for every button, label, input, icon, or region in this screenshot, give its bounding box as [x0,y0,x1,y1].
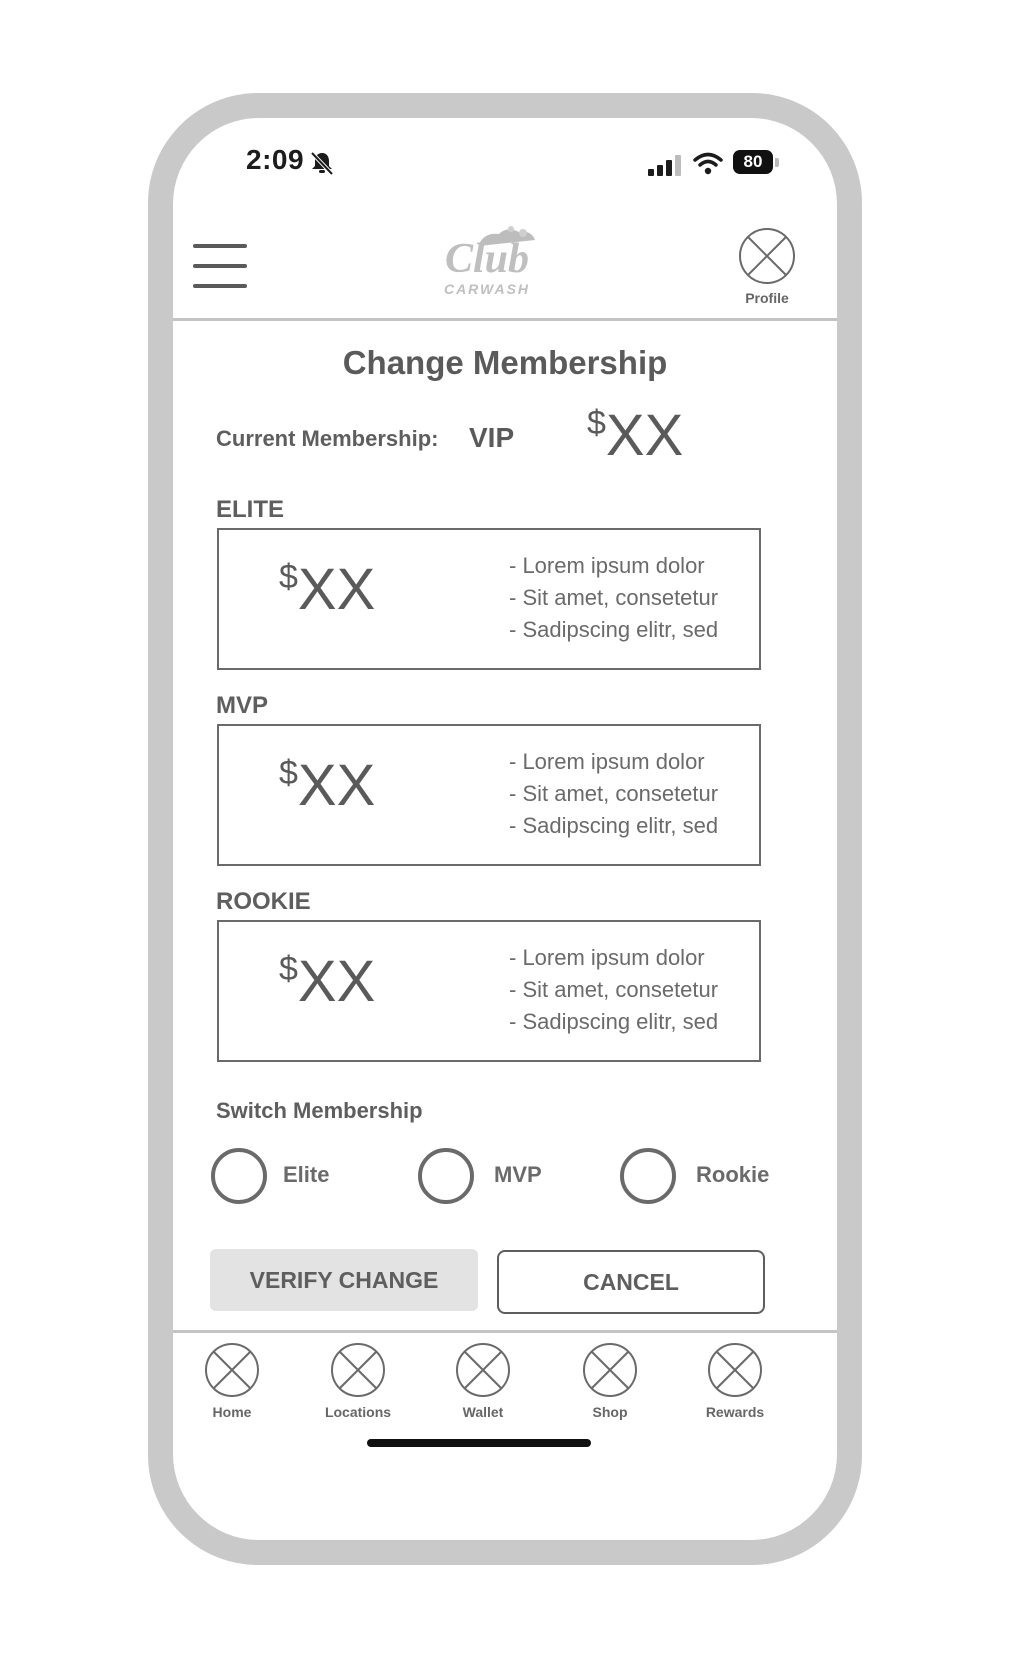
status-time: 2:09 [246,144,305,175]
verify-change-button[interactable]: VERIFY CHANGE [210,1249,478,1311]
radio-circle[interactable] [211,1148,267,1204]
feature-item: - Sit amet, consetetur [509,585,719,610]
currency-symbol: $ [279,950,298,988]
cellular-signal-icon [647,154,683,176]
plan-price [279,752,375,819]
bell-slash-icon [309,150,335,176]
plan-card-elite [217,528,761,670]
price-value: XX [605,403,684,468]
home-indicator[interactable] [367,1439,591,1447]
club-carwash-logo [427,224,549,302]
price-value: XX [297,557,376,622]
feature-item: - Sit amet, consetetur [509,781,719,806]
rewards-placeholder-icon [707,1342,763,1398]
radio-rookie[interactable] [620,1148,790,1212]
feature-item: - Lorem ipsum dolor [509,945,705,970]
profile-button[interactable] [737,226,797,312]
feature-item: - Sadipscing elitr, sed [509,1009,719,1034]
plan-label-mvp: MVP [216,692,269,719]
radio-label: Rookie [696,1162,770,1187]
plan-label-elite: ELITE [216,496,285,523]
feature-item: - Lorem ipsum dolor [509,553,705,578]
cancel-button[interactable]: CANCEL [497,1250,765,1314]
tab-rewards[interactable] [685,1342,785,1426]
radio-circle[interactable] [620,1148,676,1204]
current-membership-label: Current Membership: [216,426,439,451]
currency-symbol: $ [279,754,298,792]
currency-symbol: $ [587,404,606,442]
battery-level: 80 [743,152,763,171]
tabbar-divider [173,1330,837,1333]
plan-card-rookie [217,920,761,1062]
feature-item: - Sit amet, consetetur [509,977,719,1002]
battery-icon [733,150,781,176]
header-divider [173,318,837,321]
wifi-icon [693,151,723,175]
logo-text-top: Club [444,236,530,282]
feature-item: - Lorem ipsum dolor [509,749,705,774]
currency-symbol: $ [279,558,298,596]
feature-item: - Sadipscing elitr, sed [509,813,719,838]
plan-features [509,942,718,1038]
plan-price [279,948,375,1015]
phone-screen [173,118,837,1540]
page-title: Change Membership [342,344,668,381]
current-membership-price [587,402,683,469]
home-placeholder-icon [204,1342,260,1398]
switch-membership-label: Switch Membership [216,1098,423,1123]
plan-label-rookie: ROOKIE [216,888,311,915]
feature-item: - Sadipscing elitr, sed [509,617,719,642]
tab-wallet[interactable] [433,1342,533,1426]
wallet-placeholder-icon [455,1342,511,1398]
tab-shop[interactable] [560,1342,660,1426]
price-value: XX [297,753,376,818]
tab-label: Shop [592,1404,628,1420]
plan-price [279,556,375,623]
profile-label: Profile [745,290,789,306]
plan-features [509,550,718,646]
logo-text-bottom: CARWASH [443,281,531,297]
tab-label: Home [212,1404,252,1420]
tab-label: Locations [324,1404,392,1420]
radio-label: MVP [494,1162,542,1187]
tab-locations[interactable] [308,1342,408,1426]
profile-placeholder-icon [737,226,797,286]
radio-elite[interactable] [211,1148,361,1212]
radio-label: Elite [283,1162,330,1187]
tab-home[interactable] [182,1342,282,1426]
radio-mvp[interactable] [418,1148,568,1212]
plan-card-mvp [217,724,761,866]
current-membership-tier: VIP [469,422,515,453]
tab-label: Wallet [462,1404,504,1420]
tab-label: Rewards [705,1404,765,1420]
price-value: XX [297,949,376,1014]
shop-placeholder-icon [582,1342,638,1398]
locations-placeholder-icon [330,1342,386,1398]
radio-circle[interactable] [418,1148,474,1204]
plan-features [509,746,718,842]
hamburger-menu-icon[interactable] [193,240,249,290]
